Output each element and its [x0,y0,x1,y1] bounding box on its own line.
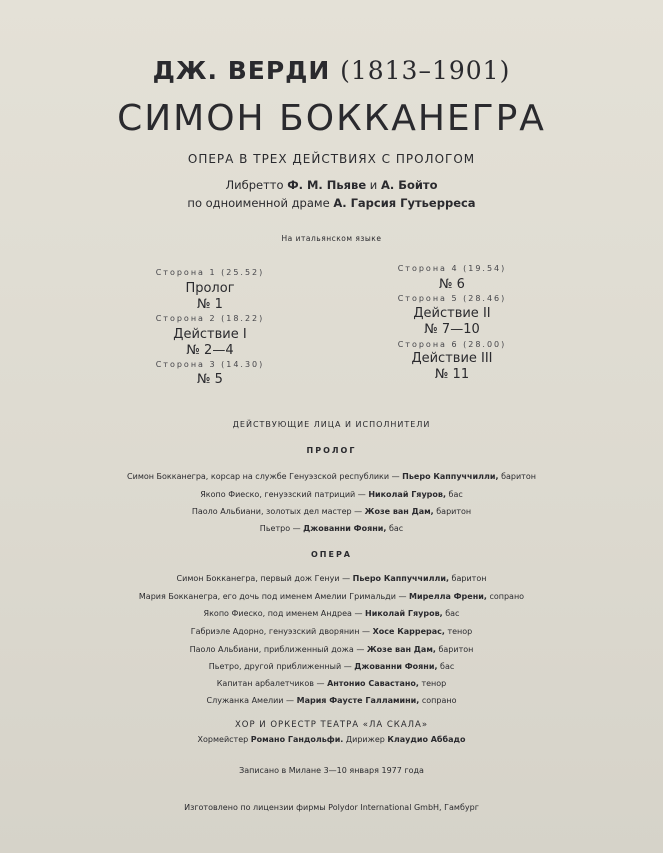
voice: тенор [447,627,473,636]
voice: сопрано [489,592,525,601]
voice: бас [445,609,460,618]
voice: баритон [451,574,487,583]
role: Паоло Альбиани, приближенный дожа — [189,645,365,654]
voice: баритон [438,645,474,654]
composer-name: ДЖ. ВЕРДИ [152,56,331,85]
opera-cast-row [0,609,663,618]
role: Симон Бокканегра, корсар на службе Генуэзской республики — [127,472,400,481]
performer: Николай Гяуров, [365,609,443,618]
role: Якопо Фиеско, генуэзский патриций — [200,490,366,499]
side-3-line-1: № 5 [197,372,223,387]
voice: тенор [421,679,447,688]
libretto-source-author: А. Гарсия Гутьерреса [333,196,476,210]
prologue-heading: ПРОЛОГ [306,446,357,455]
conductor: Клаудио Аббадо [387,735,466,744]
performer: Жозе ван Дам, [364,507,434,516]
opera-cast-row [0,662,663,671]
voice: бас [440,662,455,671]
opera-cast-row [0,696,663,705]
side-6-line-2: № 11 [434,367,470,382]
composer-years: (1813–1901) [340,56,511,85]
prologue-cast-row [0,490,663,499]
performer: Хосе Каррерас, [372,627,445,636]
prologue-cast-row [0,507,663,516]
side-5-line-1: Действие II [413,306,491,321]
libretto-line-2 [0,196,663,210]
role: Капитан арбалетчиков — [216,679,325,688]
opera-title: СИМОН БОККАНЕГРА [117,98,546,139]
opera-cast-row [0,574,663,583]
role: Пьетро — [259,524,301,533]
performer: Николай Гяуров, [368,490,446,499]
libretto-and: и [369,178,378,192]
opera-cast-row [0,645,663,654]
opera-cast-row [0,627,663,636]
voice: бас [448,490,463,499]
opera-cast-row [0,679,663,688]
side-1-line-2: № 1 [197,297,223,312]
conductors-line [0,735,663,744]
cast-heading: ДЕЙСТВУЮЩИЕ ЛИЦА И ИСПОЛНИТЕЛИ [232,420,431,429]
performer: Мирелла Френи, [409,592,487,601]
libretto-prefix: Либретто [225,178,284,192]
side-4-label: Сторона 4 (19.54) [397,264,507,273]
side-6-line-1: Действие III [411,351,493,366]
opera-subtitle: ОПЕРА В ТРЕХ ДЕЙСТВИЯХ С ПРОЛОГОМ [187,152,476,166]
prologue-cast-row [0,472,663,481]
voice: сопрано [421,696,457,705]
conductor-label: Дирижер [345,735,385,744]
role: Пьетро, другой приближенный — [208,662,352,671]
role: Симон Бокканегра, первый дож Генуи — [176,574,351,583]
role: Якопо Фиеско, под именем Андреа — [203,609,363,618]
libretto-line-1 [0,178,663,192]
side-1-label: Сторона 1 (25.52) [155,268,265,277]
performer: Джованни Фояни, [303,524,387,533]
side-5-label: Сторона 5 (28.46) [397,294,507,303]
performer: Антонио Савастано, [327,679,419,688]
composer-line [0,56,663,85]
voice: бас [388,524,404,533]
side-2-label: Сторона 2 (18.22) [155,314,265,323]
performer: Жозе ван Дам, [366,645,436,654]
role: Служанка Амелии — [206,696,295,705]
opera-heading: ОПЕРА [310,550,352,559]
choir-orchestra: ХОР И ОРКЕСТР ТЕАТРА «ЛА СКАЛА» [234,720,429,730]
side-6-label: Сторона 6 (28.00) [397,340,507,349]
side-2-line-1: Действие I [173,327,247,342]
performer: Джованни Фояни, [354,662,438,671]
license-note: Изготовлено по лицензии фирмы Polydor International GmbH, Гамбург [184,803,479,812]
role: Паоло Альбиани, золотых дел мастер — [191,507,363,516]
prologue-cast-row [0,524,663,533]
voice: баритон [436,507,472,516]
side-4-line-1: № 6 [439,277,465,292]
libretto-author-2: А. Бойто [380,178,438,192]
role: Габриэле Адорно, генуэзский дворянин — [190,627,371,636]
opera-cast-row [0,592,663,601]
side-3-label: Сторона 3 (14.30) [155,360,265,369]
side-1-line-1: Пролог [185,281,235,296]
performer: Пьеро Каппуччилли, [402,472,499,481]
side-2-line-2: № 2—4 [186,343,234,358]
chorus-master-label: Хормейстер [197,735,249,744]
chorus-master: Романо Гандольфи. [250,735,344,744]
side-5-line-2: № 7—10 [424,322,480,337]
libretto-author-1: Ф. М. Пьяве [287,178,367,192]
role: Мария Бокканегра, его дочь под именем Амелии Гримальди — [138,592,407,601]
recording-note: Записано в Милане 3—10 января 1977 года [239,766,424,775]
libretto-source: по одноименной драме [187,196,330,210]
language-note: На итальянском языке [281,234,382,243]
voice: баритон [501,472,536,481]
performer: Пьеро Каппуччилли, [352,574,449,583]
performer: Мария Фаусте Галламини, [296,696,420,705]
